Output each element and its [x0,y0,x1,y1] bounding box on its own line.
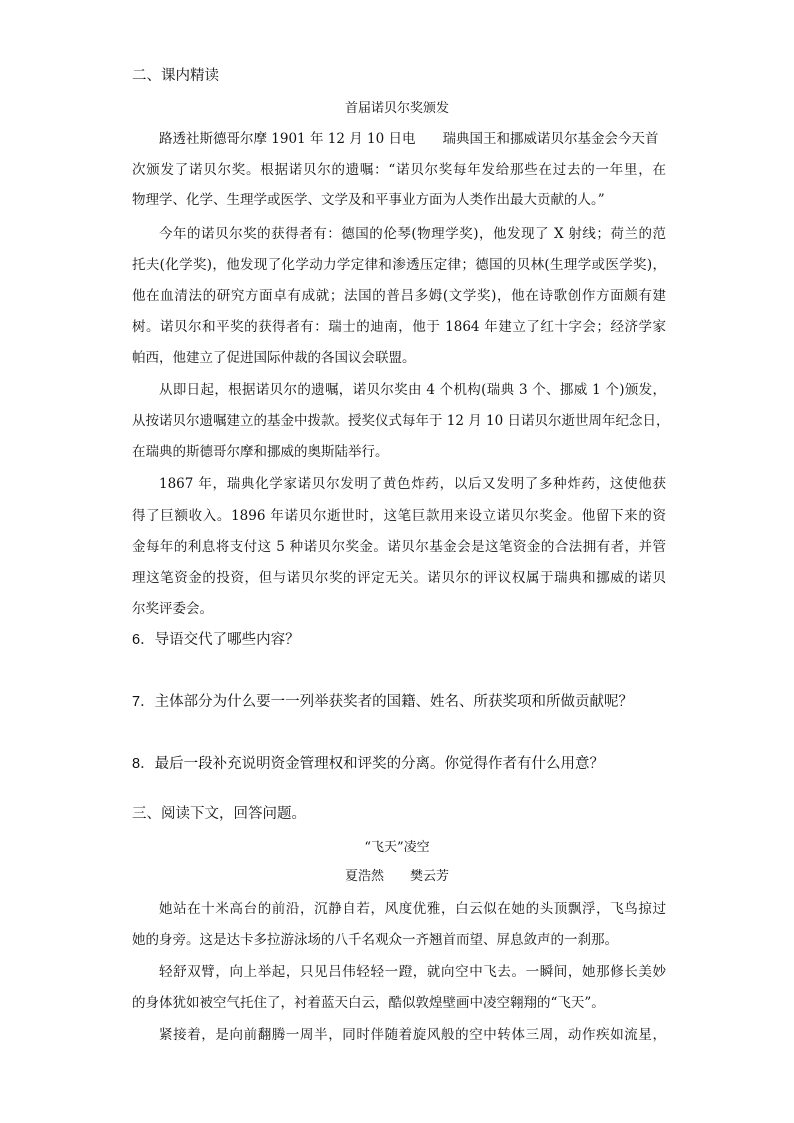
paragraph-line: 树。诺贝尔和平奖的获得者有：瑞士的迪南，他于 1864 年建立了红十字会；经济学家 [132,319,666,335]
section-2-heading: 二、课内精读 [132,68,219,84]
paragraph-line: 次颁发了诺贝尔奖。根据诺贝尔的遗嘱：“诺贝尔奖每年发给那些在过去的一年里，在 [132,162,666,178]
article-title-feitian: “飞天”凌空 [364,840,430,855]
paragraph-line: 路透社斯德哥尔摩 1901 年 12 月 10 日电 瑞典国王和挪威诺贝尔基金会今天首 [159,131,659,147]
paragraph-line: 1867 年，瑞典化学家诺贝尔发明了黄色炸药，以后又发明了多种炸药，这使他获 [159,476,666,492]
paragraph-line: 金每年的利息将支付这 5 种诺贝尔奖金。诺贝尔基金会是这笔资金的合法拥有者，并管 [132,539,666,555]
article-title-nobel: 首届诺贝尔奖颁发 [344,101,449,116]
article-authors: 夏浩然 樊云芳 [344,869,449,884]
paragraph-line: 他在血清法的研究方面卓有成就；法国的普吕多姆(文学奖)，他在诗歌创作方面颇有建 [132,288,666,304]
question-8: 8．最后一段补充说明资金管理权和评奖的分离。你觉得作者有什么用意？ [132,756,605,772]
paragraph-line: 尔奖评委会。 [132,601,213,617]
section-3-heading: 三、阅读下文，回答问题。 [132,806,306,822]
question-6: 6．导语交代了哪些内容？ [132,632,300,648]
paragraph-line: 物理学、化学、生理学或医学、文学及和平事业方面为人类作出最大贡献的人。” [132,192,605,208]
paragraph-line: 从按诺贝尔遗嘱建立的基金中拨款。授奖仪式每年于 12 月 10 日诺贝尔逝世周年纪念日， [132,413,670,429]
paragraph-line: 她的身旁。这是达卡多拉游泳场的八千名观众一齐翘首而望、屏息敛声的一刹那。 [132,932,618,948]
paragraph-line: 托夫(化学奖)，他发现了化学动力学定律和渗透压定律；德国的贝林(生理学或医学奖)， [132,257,666,273]
paragraph-line: 的身体犹如被空气托住了，衬着蓝天白云，酷似敦煌壁画中凌空翱翔的“飞天”。 [132,995,605,1011]
paragraph-line: 得了巨额收入。1896 年诺贝尔逝世时，这笔巨款用来设立诺贝尔奖金。他留下来的资 [132,508,666,524]
paragraph-line: 紧接着，是向前翻腾一周半，同时伴随着旋风般的空中转体三周，动作疾如流星， [159,1027,666,1043]
paragraph-line: 理这笔资金的投资，但与诺贝尔奖的评定无关。诺贝尔的评议权属于瑞典和挪威的诺贝 [132,570,666,586]
paragraph-line: 帕西，他建立了促进国际仲裁的各国议会联盟。 [132,350,416,366]
paragraph-line: 她站在十米高台的前沿，沉静自若，风度优雅，白云似在她的头顶飘浮，飞鸟掠过 [159,901,666,917]
paragraph-line: 从即日起，根据诺贝尔的遗嘱，诺贝尔奖由 4 个机构(瑞典 3 个、挪威 1 个)颁发， [159,382,666,398]
paragraph-line: 轻舒双臂，向上举起，只见吕伟轻轻一蹬，就向空中飞去。一瞬间，她那修长美妙 [159,964,666,980]
paragraph-line: 今年的诺贝尔奖的获得者有：德国的伦琴(物理学奖)，他发现了 X 射线；荷兰的范 [159,226,666,242]
paragraph-line: 在瑞典的斯德哥尔摩和挪威的奥斯陆举行。 [132,444,389,460]
question-7: 7．主体部分为什么要一一列举获奖者的国籍、姓名、所获奖项和所做贡献呢？ [132,694,634,710]
